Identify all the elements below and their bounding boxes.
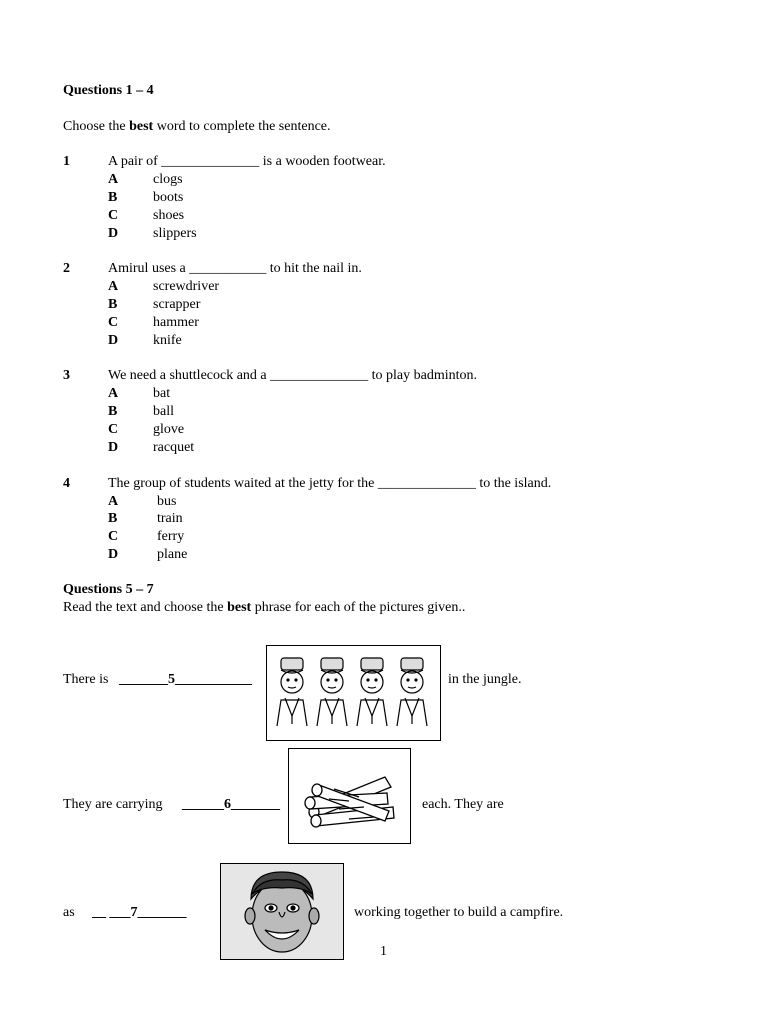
scouts-icon [267,646,440,740]
q2-option-a-text: screwdriver [153,279,220,294]
q2-option-c-text: hammer [153,315,199,330]
answer-blank-7: __ ___7_______ [92,905,187,920]
answer-blank-5: _______5___________ [119,672,252,687]
question-4-number: 4 [63,476,70,491]
q1-option-a-text: clogs [153,172,183,187]
q2-option-b-letter: B [108,297,118,312]
q2-option-d-letter: D [108,333,119,348]
q3-option-c-letter: C [108,422,119,437]
section1-instruction: Choose the best word to complete the sentence. [63,119,331,134]
q2-option-b-text: scrapper [153,297,201,312]
q4-option-d-text: plane [157,547,188,562]
boy-face-picture [220,863,344,960]
scouts-picture [266,645,441,741]
logs-icon [289,749,410,843]
q4-option-a-text: bus [157,494,177,509]
q1-option-d-text: slippers [153,226,197,241]
page-number: 1 [380,944,387,959]
passage-line7-post: working together to build a campfire. [354,905,564,920]
q4-option-d-letter: D [108,547,119,562]
q2-option-c-letter: C [108,315,119,330]
q4-option-a-letter: A [108,494,119,509]
question-3-stem: We need a shuttlecock and a ______________ to play badminton. [108,368,478,383]
q1-option-b-text: boots [153,190,184,205]
q4-option-b-text: train [157,511,183,526]
question-3-number: 3 [63,368,70,383]
passage-line7-pre: as [63,905,75,920]
q3-option-a-letter: A [108,386,119,401]
section2-heading: Questions 5 – 7 [63,582,154,597]
logs-picture [288,748,411,844]
q4-option-c-letter: C [108,529,119,544]
passage-line6-pre: They are carrying [63,797,163,812]
q2-option-a-letter: A [108,279,119,294]
q3-option-a-text: bat [153,386,171,401]
question-2-number: 2 [63,261,70,276]
passage-line5-pre: There is [63,672,109,687]
q3-option-b-text: ball [153,404,174,419]
question-1-stem: A pair of ______________ is a wooden footwear. [108,154,386,169]
q1-option-d-letter: D [108,226,119,241]
q3-option-b-letter: B [108,404,118,419]
passage-line6-post: each. They are [422,797,504,812]
q1-option-c-text: shoes [153,208,185,223]
boy-face-icon [221,864,343,959]
q1-option-a-letter: A [108,172,119,187]
passage-line5-post: in the jungle. [448,672,522,687]
section2-instruction: Read the text and choose the best phrase for each of the pictures given.. [63,600,466,615]
q4-option-c-text: ferry [157,529,185,544]
q2-option-d-text: knife [153,333,182,348]
answer-blank-6: ______6_______ [182,797,280,812]
question-1-number: 1 [63,154,70,169]
q3-option-c-text: glove [153,422,185,437]
question-4-stem: The group of students waited at the jetty for the ______________ to the island. [108,476,552,491]
q1-option-b-letter: B [108,190,118,205]
q3-option-d-text: racquet [153,440,195,455]
q4-option-b-letter: B [108,511,118,526]
q3-option-d-letter: D [108,440,119,455]
section1-heading: Questions 1 – 4 [63,83,154,98]
q1-option-c-letter: C [108,208,119,223]
question-2-stem: Amirul uses a ___________ to hit the nail in. [108,261,362,276]
